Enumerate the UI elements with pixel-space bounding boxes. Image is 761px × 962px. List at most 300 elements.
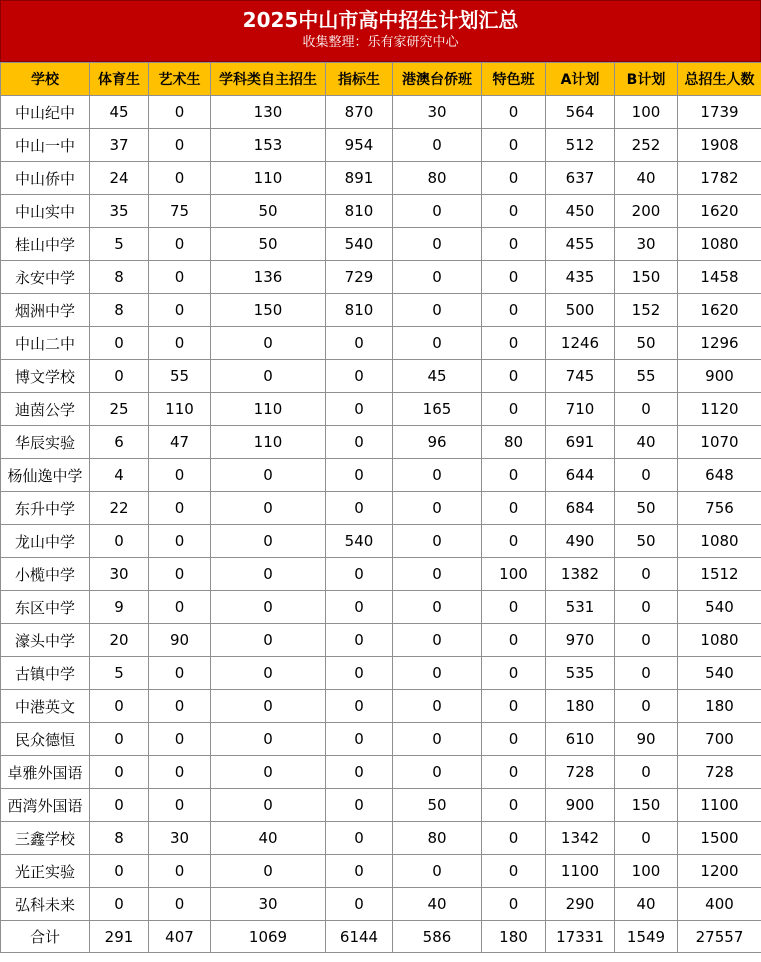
value-cell: 512 [546, 129, 615, 162]
value-cell: 637 [546, 162, 615, 195]
value-cell: 490 [546, 525, 615, 558]
value-cell: 0 [149, 459, 211, 492]
value-cell: 0 [615, 624, 678, 657]
value-cell: 0 [211, 591, 326, 624]
value-cell: 50 [211, 228, 326, 261]
value-cell: 0 [482, 690, 546, 723]
value-cell: 0 [149, 756, 211, 789]
value-cell: 1342 [546, 822, 615, 855]
value-cell: 0 [326, 723, 393, 756]
table-row [1, 822, 761, 855]
table-row [1, 195, 761, 228]
value-cell: 0 [211, 459, 326, 492]
value-cell: 810 [326, 195, 393, 228]
page-title: 2025中山市高中招生计划汇总 [242, 8, 519, 32]
value-cell: 50 [615, 492, 678, 525]
table-row [1, 855, 761, 888]
table-row [1, 525, 761, 558]
value-cell: 610 [546, 723, 615, 756]
value-cell: 0 [149, 888, 211, 921]
table-row [1, 261, 761, 294]
value-cell: 0 [211, 525, 326, 558]
value-cell: 50 [211, 195, 326, 228]
value-cell: 0 [615, 591, 678, 624]
table-row [1, 393, 761, 426]
value-cell: 0 [482, 888, 546, 921]
column-header: 学校 [1, 63, 90, 96]
value-cell: 0 [393, 228, 482, 261]
value-cell: 0 [393, 624, 482, 657]
table-row [1, 360, 761, 393]
value-cell: 0 [393, 129, 482, 162]
value-cell: 165 [393, 393, 482, 426]
value-cell: 180 [678, 690, 761, 723]
value-cell: 0 [482, 393, 546, 426]
value-cell: 0 [482, 492, 546, 525]
column-header: 指标生 [326, 63, 393, 96]
value-cell: 0 [90, 327, 149, 360]
school-name-cell: 濠头中学 [1, 624, 90, 657]
table-row [1, 459, 761, 492]
value-cell: 40 [615, 426, 678, 459]
total-label-cell: 合计 [1, 921, 90, 953]
value-cell: 0 [393, 195, 482, 228]
value-cell: 30 [211, 888, 326, 921]
value-cell: 0 [149, 591, 211, 624]
value-cell: 1080 [678, 228, 761, 261]
value-cell: 150 [615, 261, 678, 294]
value-cell: 0 [211, 789, 326, 822]
value-cell: 25 [90, 393, 149, 426]
value-cell: 153 [211, 129, 326, 162]
value-cell: 0 [149, 327, 211, 360]
school-name-cell: 古镇中学 [1, 657, 90, 690]
school-name-cell: 烟洲中学 [1, 294, 90, 327]
value-cell: 728 [678, 756, 761, 789]
value-cell: 0 [326, 393, 393, 426]
value-cell: 0 [482, 162, 546, 195]
value-cell: 30 [393, 96, 482, 129]
table-row [1, 756, 761, 789]
value-cell: 0 [482, 789, 546, 822]
value-cell: 37 [90, 129, 149, 162]
value-cell: 0 [326, 426, 393, 459]
value-cell: 0 [482, 129, 546, 162]
value-cell: 540 [326, 525, 393, 558]
value-cell: 756 [678, 492, 761, 525]
value-cell: 0 [482, 327, 546, 360]
value-cell: 45 [393, 360, 482, 393]
value-cell: 970 [546, 624, 615, 657]
value-cell: 900 [546, 789, 615, 822]
value-cell: 0 [326, 558, 393, 591]
value-cell: 710 [546, 393, 615, 426]
school-name-cell: 迪茵公学 [1, 393, 90, 426]
value-cell: 20 [90, 624, 149, 657]
value-cell: 1100 [678, 789, 761, 822]
table-row [1, 690, 761, 723]
value-cell: 0 [326, 360, 393, 393]
value-cell: 0 [482, 459, 546, 492]
value-cell: 728 [546, 756, 615, 789]
value-cell: 0 [211, 558, 326, 591]
value-cell: 0 [482, 624, 546, 657]
value-cell: 50 [615, 327, 678, 360]
value-cell: 55 [149, 360, 211, 393]
value-cell: 80 [393, 822, 482, 855]
title-band [0, 0, 761, 62]
value-cell: 0 [615, 690, 678, 723]
value-cell: 1908 [678, 129, 761, 162]
value-cell: 0 [149, 690, 211, 723]
value-cell: 8 [90, 294, 149, 327]
value-cell: 0 [326, 327, 393, 360]
table-row [1, 129, 761, 162]
value-cell: 0 [393, 657, 482, 690]
value-cell: 684 [546, 492, 615, 525]
value-cell: 0 [211, 492, 326, 525]
school-name-cell: 中山一中 [1, 129, 90, 162]
school-name-cell: 东升中学 [1, 492, 90, 525]
column-header: 特色班 [482, 63, 546, 96]
value-cell: 0 [90, 756, 149, 789]
table-row [1, 723, 761, 756]
value-cell: 0 [393, 294, 482, 327]
value-cell: 1200 [678, 855, 761, 888]
value-cell: 0 [149, 96, 211, 129]
table-row [1, 492, 761, 525]
page-subtitle: 收集整理：乐有家研究中心 [302, 35, 459, 50]
table-row [1, 888, 761, 921]
value-cell: 0 [482, 195, 546, 228]
value-cell: 0 [393, 525, 482, 558]
table-row [1, 228, 761, 261]
value-cell: 0 [149, 525, 211, 558]
enrollment-table [0, 62, 761, 953]
value-cell: 5 [90, 228, 149, 261]
school-name-cell: 桂山中学 [1, 228, 90, 261]
value-cell: 30 [90, 558, 149, 591]
value-cell: 290 [546, 888, 615, 921]
value-cell: 0 [393, 492, 482, 525]
value-cell: 729 [326, 261, 393, 294]
value-cell: 0 [393, 558, 482, 591]
school-name-cell: 龙山中学 [1, 525, 90, 558]
school-name-cell: 三鑫学校 [1, 822, 90, 855]
total-value-cell: 1549 [615, 921, 678, 953]
value-cell: 0 [326, 492, 393, 525]
value-cell: 47 [149, 426, 211, 459]
value-cell: 1296 [678, 327, 761, 360]
value-cell: 0 [326, 855, 393, 888]
value-cell: 1080 [678, 525, 761, 558]
school-name-cell: 卓雅外国语 [1, 756, 90, 789]
table-row [1, 789, 761, 822]
value-cell: 6 [90, 426, 149, 459]
value-cell: 0 [211, 855, 326, 888]
value-cell: 0 [482, 228, 546, 261]
value-cell: 0 [482, 855, 546, 888]
value-cell: 564 [546, 96, 615, 129]
value-cell: 0 [393, 723, 482, 756]
value-cell: 136 [211, 261, 326, 294]
total-value-cell: 291 [90, 921, 149, 953]
school-name-cell: 中山纪中 [1, 96, 90, 129]
value-cell: 0 [393, 459, 482, 492]
value-cell: 0 [90, 888, 149, 921]
value-cell: 1100 [546, 855, 615, 888]
value-cell: 110 [211, 426, 326, 459]
table-row [1, 657, 761, 690]
table-row [1, 162, 761, 195]
value-cell: 0 [149, 162, 211, 195]
value-cell: 45 [90, 96, 149, 129]
school-name-cell: 民众德恒 [1, 723, 90, 756]
value-cell: 531 [546, 591, 615, 624]
total-value-cell: 6144 [326, 921, 393, 953]
value-cell: 0 [393, 756, 482, 789]
value-cell: 100 [482, 558, 546, 591]
value-cell: 1382 [546, 558, 615, 591]
value-cell: 100 [615, 96, 678, 129]
value-cell: 0 [393, 261, 482, 294]
value-cell: 35 [90, 195, 149, 228]
value-cell: 0 [149, 228, 211, 261]
value-cell: 0 [393, 855, 482, 888]
school-name-cell: 中山二中 [1, 327, 90, 360]
school-name-cell: 弘科未来 [1, 888, 90, 921]
value-cell: 540 [326, 228, 393, 261]
value-cell: 180 [546, 690, 615, 723]
value-cell: 691 [546, 426, 615, 459]
table-row [1, 96, 761, 129]
column-header: A计划 [546, 63, 615, 96]
value-cell: 9 [90, 591, 149, 624]
value-cell: 0 [482, 360, 546, 393]
value-cell: 0 [149, 789, 211, 822]
column-header: 体育生 [90, 63, 149, 96]
table-header-row [1, 63, 761, 96]
value-cell: 0 [211, 756, 326, 789]
value-cell: 745 [546, 360, 615, 393]
value-cell: 1070 [678, 426, 761, 459]
value-cell: 0 [149, 855, 211, 888]
school-name-cell: 华辰实验 [1, 426, 90, 459]
value-cell: 0 [90, 360, 149, 393]
value-cell: 0 [326, 888, 393, 921]
school-name-cell: 西湾外国语 [1, 789, 90, 822]
table-row [1, 558, 761, 591]
school-name-cell: 东区中学 [1, 591, 90, 624]
value-cell: 0 [482, 261, 546, 294]
value-cell: 150 [615, 789, 678, 822]
value-cell: 400 [678, 888, 761, 921]
value-cell: 50 [615, 525, 678, 558]
value-cell: 1246 [546, 327, 615, 360]
value-cell: 200 [615, 195, 678, 228]
value-cell: 1512 [678, 558, 761, 591]
value-cell: 80 [393, 162, 482, 195]
value-cell: 0 [211, 657, 326, 690]
value-cell: 8 [90, 822, 149, 855]
value-cell: 0 [326, 690, 393, 723]
value-cell: 455 [546, 228, 615, 261]
value-cell: 0 [326, 459, 393, 492]
value-cell: 891 [326, 162, 393, 195]
table-body [1, 96, 761, 953]
value-cell: 0 [615, 756, 678, 789]
total-value-cell: 17331 [546, 921, 615, 953]
total-value-cell: 407 [149, 921, 211, 953]
value-cell: 500 [546, 294, 615, 327]
column-header: 总招生人数 [678, 63, 761, 96]
value-cell: 75 [149, 195, 211, 228]
value-cell: 540 [678, 591, 761, 624]
column-header: 艺术生 [149, 63, 211, 96]
value-cell: 4 [90, 459, 149, 492]
value-cell: 1620 [678, 195, 761, 228]
value-cell: 40 [615, 888, 678, 921]
value-cell: 0 [615, 822, 678, 855]
value-cell: 0 [211, 690, 326, 723]
value-cell: 0 [149, 261, 211, 294]
school-name-cell: 杨仙逸中学 [1, 459, 90, 492]
value-cell: 0 [482, 96, 546, 129]
value-cell: 0 [482, 525, 546, 558]
value-cell: 0 [149, 657, 211, 690]
value-cell: 152 [615, 294, 678, 327]
column-header: B计划 [615, 63, 678, 96]
value-cell: 252 [615, 129, 678, 162]
value-cell: 96 [393, 426, 482, 459]
value-cell: 0 [393, 327, 482, 360]
value-cell: 0 [615, 657, 678, 690]
value-cell: 1458 [678, 261, 761, 294]
school-name-cell: 永安中学 [1, 261, 90, 294]
value-cell: 0 [482, 591, 546, 624]
value-cell: 644 [546, 459, 615, 492]
table-row [1, 426, 761, 459]
value-cell: 30 [149, 822, 211, 855]
column-header: 港澳台侨班 [393, 63, 482, 96]
value-cell: 100 [615, 855, 678, 888]
value-cell: 0 [90, 855, 149, 888]
value-cell: 0 [326, 591, 393, 624]
value-cell: 954 [326, 129, 393, 162]
value-cell: 24 [90, 162, 149, 195]
value-cell: 22 [90, 492, 149, 525]
value-cell: 90 [149, 624, 211, 657]
value-cell: 0 [615, 558, 678, 591]
table-row [1, 624, 761, 657]
value-cell: 0 [149, 492, 211, 525]
value-cell: 0 [90, 789, 149, 822]
value-cell: 0 [149, 558, 211, 591]
value-cell: 435 [546, 261, 615, 294]
school-name-cell: 中山侨中 [1, 162, 90, 195]
value-cell: 40 [211, 822, 326, 855]
value-cell: 1620 [678, 294, 761, 327]
value-cell: 0 [482, 657, 546, 690]
value-cell: 0 [211, 723, 326, 756]
value-cell: 110 [211, 393, 326, 426]
school-name-cell: 光正实验 [1, 855, 90, 888]
value-cell: 1120 [678, 393, 761, 426]
value-cell: 0 [615, 459, 678, 492]
school-name-cell: 博文学校 [1, 360, 90, 393]
school-name-cell: 中港英文 [1, 690, 90, 723]
value-cell: 0 [326, 789, 393, 822]
value-cell: 40 [393, 888, 482, 921]
value-cell: 0 [149, 723, 211, 756]
value-cell: 130 [211, 96, 326, 129]
value-cell: 90 [615, 723, 678, 756]
value-cell: 0 [326, 624, 393, 657]
value-cell: 535 [546, 657, 615, 690]
value-cell: 110 [149, 393, 211, 426]
value-cell: 0 [482, 822, 546, 855]
value-cell: 0 [326, 756, 393, 789]
value-cell: 0 [482, 756, 546, 789]
value-cell: 1500 [678, 822, 761, 855]
value-cell: 0 [149, 129, 211, 162]
value-cell: 0 [149, 294, 211, 327]
value-cell: 0 [326, 822, 393, 855]
value-cell: 8 [90, 261, 149, 294]
total-value-cell: 180 [482, 921, 546, 953]
value-cell: 1080 [678, 624, 761, 657]
table-row [1, 591, 761, 624]
value-cell: 0 [90, 525, 149, 558]
total-row [1, 921, 761, 953]
value-cell: 1782 [678, 162, 761, 195]
value-cell: 810 [326, 294, 393, 327]
value-cell: 0 [326, 657, 393, 690]
value-cell: 0 [211, 360, 326, 393]
value-cell: 110 [211, 162, 326, 195]
value-cell: 0 [482, 723, 546, 756]
value-cell: 55 [615, 360, 678, 393]
table-row [1, 294, 761, 327]
value-cell: 0 [90, 690, 149, 723]
value-cell: 0 [211, 327, 326, 360]
value-cell: 80 [482, 426, 546, 459]
value-cell: 0 [393, 690, 482, 723]
value-cell: 540 [678, 657, 761, 690]
value-cell: 5 [90, 657, 149, 690]
column-header: 学科类自主招生 [211, 63, 326, 96]
value-cell: 0 [90, 723, 149, 756]
school-name-cell: 小榄中学 [1, 558, 90, 591]
table-row [1, 327, 761, 360]
value-cell: 30 [615, 228, 678, 261]
value-cell: 50 [393, 789, 482, 822]
school-name-cell: 中山实中 [1, 195, 90, 228]
value-cell: 648 [678, 459, 761, 492]
value-cell: 40 [615, 162, 678, 195]
value-cell: 870 [326, 96, 393, 129]
value-cell: 900 [678, 360, 761, 393]
value-cell: 700 [678, 723, 761, 756]
total-value-cell: 586 [393, 921, 482, 953]
value-cell: 0 [615, 393, 678, 426]
value-cell: 0 [482, 294, 546, 327]
value-cell: 450 [546, 195, 615, 228]
value-cell: 0 [211, 624, 326, 657]
total-value-cell: 1069 [211, 921, 326, 953]
total-value-cell: 27557 [678, 921, 761, 953]
value-cell: 150 [211, 294, 326, 327]
